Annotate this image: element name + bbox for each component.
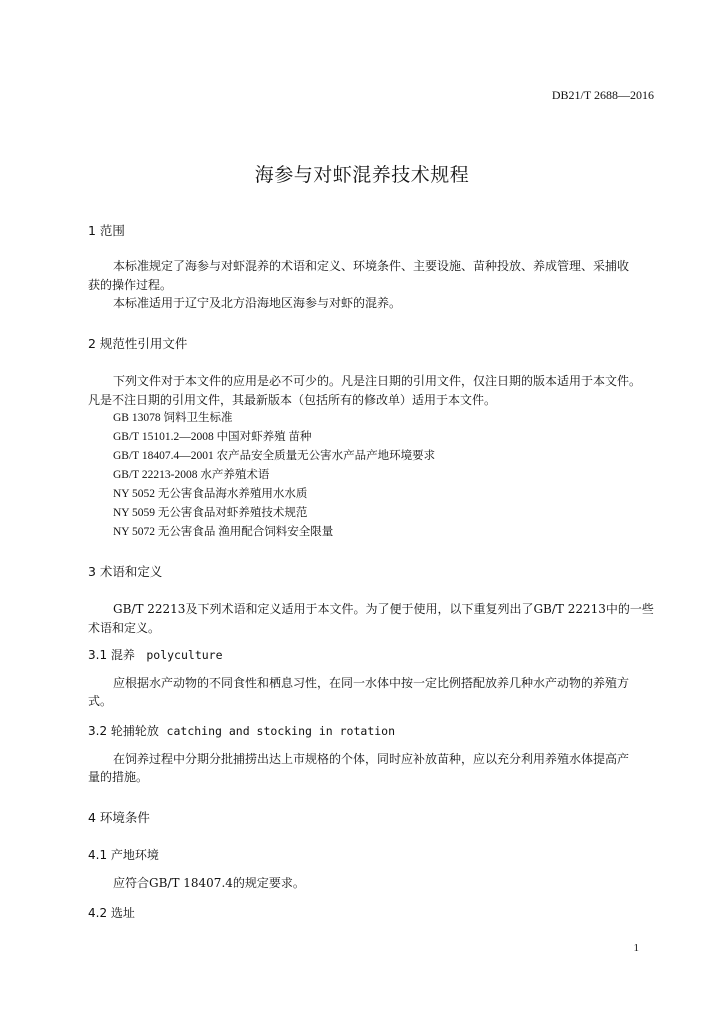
term-3-2-line1: 在饲养过程中分期分批捕捞出达上市规格的个体，同时应补放苗种，应以充分利用养殖水体提高产 [113, 752, 630, 766]
term-3-2-line2: 量的措施。 [88, 770, 149, 784]
section-4-1-heading: 4.1 产地环境 [88, 848, 159, 862]
term-3-1-english: polyculture [146, 648, 223, 662]
section-1-p2: 本标准适用于辽宁及北方沿海地区海参与对虾的混养。 [113, 296, 402, 310]
section-3-p1-line1: GB/T 22213及下列术语和定义适用于本文件。为了便于使用，以下重复列出了GB/T 22213中的一些 [113, 602, 654, 616]
section-1-p1-line1: 本标准规定了海参与对虾混养的术语和定义、环境条件、主要设施、苗种投放、养成管理、采捕收 [113, 259, 630, 273]
section-1-p1-line2: 获的操作过程。 [88, 278, 173, 292]
doc-code: DB21/T 2688—2016 [551, 88, 654, 102]
section-2-p1-line2: 凡是不注日期的引用文件，其最新版本（包括所有的修改单）适用于本文件。 [88, 393, 497, 407]
section-4-heading: 4 环境条件 [88, 810, 150, 825]
term-3-1-line2: 式。 [88, 694, 113, 708]
term-3-2-heading [88, 722, 395, 739]
term-3-2-number-cn: 3.2 轮捕轮放 [88, 724, 159, 738]
page-number: 1 [633, 942, 639, 954]
section-4-2-heading: 4.2 选址 [88, 906, 135, 920]
reference-item: NY 5072 无公害食品 渔用配合饲料安全限量 [113, 526, 334, 538]
section-2-heading: 2 规范性引用文件 [88, 336, 188, 351]
term-3-1-number-cn: 3.1 混养 [88, 648, 135, 662]
term-3-2-english: catching and stocking in rotation [166, 724, 396, 738]
reference-item: GB/T 18407.4—2001 农产品安全质量无公害水产品产地环境要求 [113, 450, 436, 462]
document-title: 海参与对虾混养技术规程 [254, 164, 470, 186]
section-2-p1-line1: 下列文件对于本文件的应用是必不可少的。凡是注日期的引用文件，仅注日期的版本适用于本文件。 [113, 374, 642, 388]
reference-item: NY 5059 无公害食品对虾养殖技术规范 [113, 507, 308, 519]
term-3-1-heading [88, 646, 223, 663]
reference-item: GB/T 22213-2008 水产养殖术语 [113, 469, 270, 481]
reference-item: GB/T 15101.2—2008 中国对虾养殖 苗种 [113, 431, 312, 443]
section-3-p1-line2: 术语和定义。 [88, 621, 161, 635]
reference-item: GB 13078 饲料卫生标准 [113, 412, 233, 424]
term-3-1-line1: 应根据水产动物的不同食性和栖息习性，在同一水体中按一定比例搭配放养几种水产动物的养殖方 [113, 676, 630, 690]
reference-item: NY 5052 无公害食品海水养殖用水水质 [113, 488, 308, 500]
section-4-1-text: 应符合GB/T 18407.4的规定要求。 [113, 876, 305, 890]
section-3-heading: 3 术语和定义 [88, 564, 163, 579]
section-1-heading: 1 范围 [88, 223, 125, 238]
